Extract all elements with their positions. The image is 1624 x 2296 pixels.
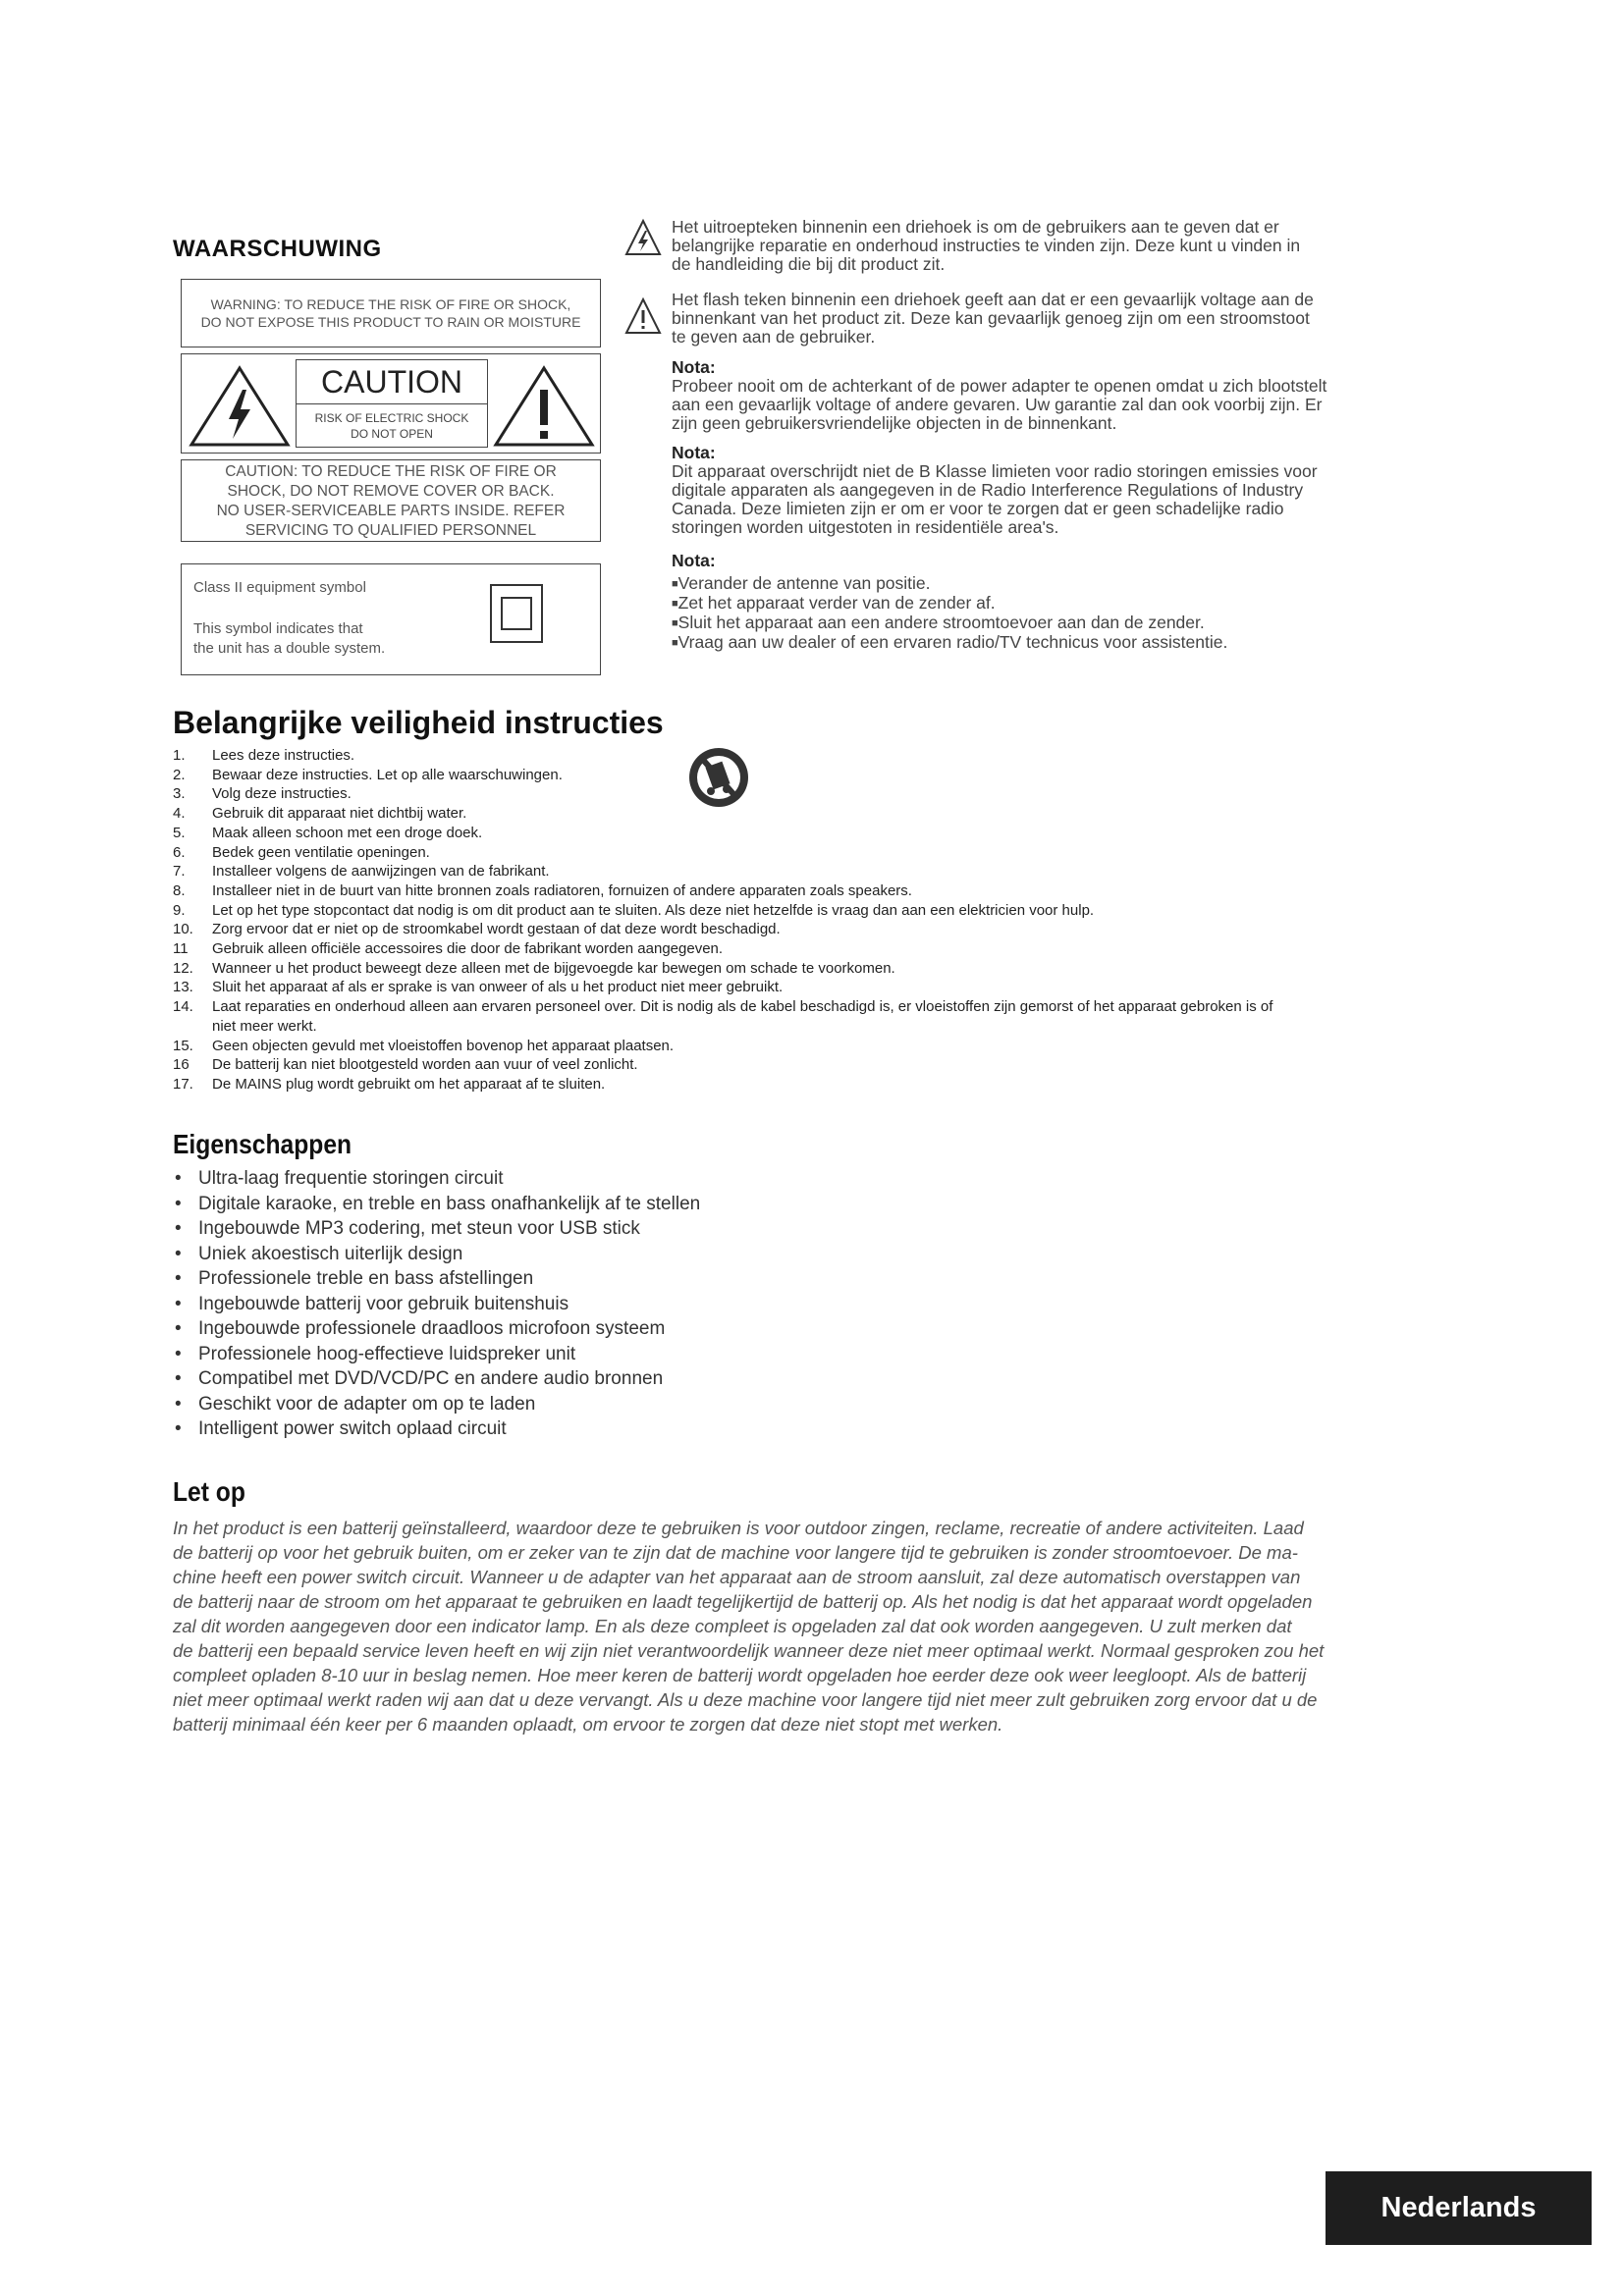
safety-item-text: Gebruik dit apparaat niet dichtbij water. <box>212 805 467 823</box>
nota-label: Nota: <box>672 357 716 377</box>
text-line: Canada. Deze limieten zijn er om er voor te zorgen dat er geen schadelijke radio <box>672 499 1284 518</box>
feature-item <box>173 1366 700 1392</box>
feature-text: Digitale karaoke, en treble en bass onafhankelijk af te stellen <box>198 1193 701 1214</box>
safety-item <box>173 862 1272 881</box>
double-square-icon <box>490 584 543 643</box>
caution-subtext <box>297 404 487 442</box>
feature-item <box>173 1216 700 1242</box>
safety-item <box>173 978 1272 997</box>
feature-text: Compatibel met DVD/VCD/PC en andere audio bronnen <box>198 1368 664 1389</box>
safety-item-text: Sluit het apparaat af als er sprake is van onweer of als u het product niet meer gebruikt. <box>212 979 784 996</box>
text-line: binnenkant van het product zit. Deze kan gevaarlijk genoeg zijn om een stroomstoot <box>672 308 1310 328</box>
safety-item-number: 1. <box>173 747 186 764</box>
safety-item <box>173 784 1272 804</box>
caution-label-box <box>181 353 601 454</box>
safety-item <box>173 804 1272 824</box>
safety-item-number: 17. <box>173 1075 193 1093</box>
feature-text: Intelligent power switch oplaad circuit <box>198 1418 507 1439</box>
language-badge: Nederlands <box>1326 2171 1592 2245</box>
letop-line: de batterij op voor het gebruik buiten, om er zeker van te zijn dat de machine voor langere tijd te gebruiken is zonder stroomtoevoer. De ma- <box>173 1542 1298 1563</box>
nota-1 <box>672 358 1326 433</box>
bullet: • <box>175 1418 182 1439</box>
bullet: • <box>175 1368 182 1389</box>
feature-text: Ingebouwde professionele draadloos microfoon systeem <box>198 1318 666 1339</box>
safety-item-number: 13. <box>173 979 193 996</box>
text-line: aan een gevaarlijk voltage of andere gevaren. Uw garantie zal dan ook voorbij zijn. Er <box>672 395 1323 414</box>
safety-item <box>173 1075 1272 1095</box>
safety-item-text: De batterij kan niet blootgesteld worden aan vuur of veel zonlicht. <box>212 1056 638 1074</box>
electric-shock-icon <box>186 362 294 449</box>
feature-item <box>173 1242 700 1267</box>
safety-item-number: 12. <box>173 959 193 977</box>
features-list <box>173 1166 700 1442</box>
letop-line: de batterij een bepaald service leven heeft en wij zijn niet verantwoordelijk wanneer deze niet meer optimaal werkt. Normaal gesproken zou het <box>173 1640 1325 1661</box>
bullet: • <box>175 1268 182 1289</box>
flash-note <box>672 291 1314 347</box>
feature-text: Professionele treble en bass afstellingen <box>198 1268 534 1289</box>
safety-item-text: Zorg ervoor dat er niet op de stroomkabel wordt gestaan of dat deze wordt beschadigd. <box>212 921 781 938</box>
caution-center-panel <box>296 359 488 448</box>
caution-word: CAUTION <box>297 360 487 404</box>
feature-item <box>173 1416 700 1442</box>
class-ii-label: Class II equipment symbol <box>193 579 366 596</box>
safety-item-text: niet meer werkt. <box>212 1017 317 1035</box>
safety-item <box>173 1055 1272 1075</box>
bullet: • <box>175 1218 182 1239</box>
letop-title: Let op <box>173 1476 245 1507</box>
nota-bullet: ■Vraag aan uw dealer of een ervaren radio/TV technicus voor assistentie. <box>672 632 1228 652</box>
safety-item <box>173 843 1272 863</box>
safety-item-text: De MAINS plug wordt gebruikt om het apparaat af te sluiten. <box>212 1075 606 1093</box>
feature-item <box>173 1316 700 1342</box>
caution-text-line: NO USER-SERVICEABLE PARTS INSIDE. REFER <box>216 503 566 519</box>
nota-label: Nota: <box>672 551 716 570</box>
bullet: • <box>175 1393 182 1415</box>
safety-item <box>173 766 1272 785</box>
text-line: zijn geen gebruikersvriendelijke objecten in de binnenkant. <box>672 413 1117 433</box>
safety-item-text: Geen objecten gevuld met vloeistoffen bovenop het apparaat plaatsen. <box>212 1037 675 1054</box>
safety-item <box>173 881 1272 901</box>
class-ii-box <box>181 563 601 675</box>
exclamation-icon <box>490 362 598 449</box>
safety-item-number: 3. <box>173 785 186 803</box>
safety-item-text: Installeer niet in de buurt van hitte bronnen zoals radiatoren, fornuizen of andere apparaten zoals speakers. <box>212 881 912 899</box>
safety-item <box>173 939 1272 959</box>
safety-list <box>173 746 1272 1095</box>
caution-text-box <box>181 459 601 542</box>
safety-item <box>173 1017 1272 1037</box>
letop-paragraph <box>173 1516 1493 1736</box>
warning-title: WAARSCHUWING <box>173 236 382 262</box>
features-title: Eigenschappen <box>173 1129 352 1159</box>
text-line: storingen worden uitgestoten in residentiële area's. <box>672 517 1059 537</box>
bullet: • <box>175 1168 182 1189</box>
safety-item-number: 16 <box>173 1056 189 1074</box>
safety-item-text: Gebruik alleen officiële accessoires die door de fabrikant worden aangegeven. <box>212 940 724 958</box>
safety-item-text: Bewaar deze instructies. Let op alle waarschuwingen. <box>212 766 563 783</box>
text-line: te geven aan de gebruiker. <box>672 327 876 347</box>
text-line: Het uitroepteken binnenin een driehoek is om de gebruikers aan te geven dat er <box>672 217 1279 237</box>
exclamation-note <box>672 218 1300 274</box>
feature-text: Ingebouwde MP3 codering, met steun voor USB stick <box>198 1218 640 1239</box>
safety-item-number: 4. <box>173 805 186 823</box>
safety-item-text: Volg deze instructies. <box>212 785 352 803</box>
feature-item <box>173 1192 700 1217</box>
feature-text: Uniek akoestisch uiterlijk design <box>198 1243 463 1264</box>
safety-item <box>173 746 1272 766</box>
safety-item-number: 15. <box>173 1037 193 1054</box>
feature-item <box>173 1166 700 1192</box>
letop-line: In het product is een batterij geïnstalleerd, waardoor deze te gebruiken is voor outdoor zingen, reclame, recreatie of andere activiteiten. Laad <box>173 1518 1304 1538</box>
letop-line: zal dit worden aangegeven door een indicator lamp. En als deze compleet is opgeladen zal dat ook worden aangegeven. U zult merken dat <box>173 1616 1292 1636</box>
feature-text: Ingebouwde batterij voor gebruik buitenshuis <box>198 1293 569 1314</box>
safety-item-number: 8. <box>173 881 186 899</box>
bullet: • <box>175 1193 182 1214</box>
safety-item-number: 6. <box>173 843 186 861</box>
caution-sub-line: RISK OF ELECTRIC SHOCK <box>314 411 469 425</box>
caution-text-line: SERVICING TO QUALIFIED PERSONNEL <box>244 522 537 539</box>
safety-item-number: 7. <box>173 863 186 881</box>
nota-bullet: ■Verander de antenne van positie. <box>672 573 931 593</box>
warning-label-box <box>181 279 601 347</box>
safety-item-number: 11 <box>173 940 189 958</box>
text-line: Dit apparaat overschrijdt niet de B Klasse limieten voor radio storingen emissies voor <box>672 461 1318 481</box>
caution-sub-line: DO NOT OPEN <box>351 427 433 441</box>
feature-text: Professionele hoog-effectieve luidspreker unit <box>198 1343 576 1364</box>
bullet: • <box>175 1293 182 1314</box>
text-line: Het flash teken binnenin een driehoek geeft aan dat er een gevaarlijk voltage aan de <box>672 290 1314 309</box>
warning-line: WARNING: TO REDUCE THE RISK OF FIRE OR SHOCK, <box>210 296 571 312</box>
nota-2 <box>672 444 1318 537</box>
safety-item <box>173 920 1272 939</box>
exclamation-icon <box>624 296 662 336</box>
letop-line: niet meer optimaal werkt raden wij aan dat u deze vervangt. Als u deze machine voor langere tijd niet meer zult gebruiken zorg ervoor dat u de <box>173 1689 1318 1710</box>
bullet: • <box>175 1318 182 1339</box>
nota-bullet: ■Sluit het apparaat aan een andere stroomtoevoer aan dan de zender. <box>672 613 1205 632</box>
letop-line: de batterij naar de stroom om het apparaat te gebruiken en laadt tegelijkertijd de batterij op. Als het nodig is dat het apparaat wordt opgeladen <box>173 1591 1313 1612</box>
letop-line: batterij minimaal één keer per 6 maanden oplaadt, om ervoor te zorgen dat deze niet stopt met werken. <box>173 1714 1003 1735</box>
safety-item-text: Laat reparaties en onderhoud alleen aan ervaren personeel over. Dit is nodig als de kabel beschadigd is, er vloeistoffen zijn gemorst of het apparaat gebroken is of <box>212 998 1273 1016</box>
feature-item <box>173 1392 700 1417</box>
warning-line: DO NOT EXPOSE THIS PRODUCT TO RAIN OR MOISTURE <box>200 314 581 330</box>
feature-item <box>173 1292 700 1317</box>
safety-title: Belangrijke veiligheid instructies <box>173 705 664 740</box>
safety-item-number: 14. <box>173 998 193 1016</box>
safety-item-number: 9. <box>173 901 186 919</box>
safety-item <box>173 1037 1272 1056</box>
safety-item-text: Lees deze instructies. <box>212 747 355 764</box>
safety-item <box>173 901 1272 921</box>
feature-text: Ultra-laag frequentie storingen circuit <box>198 1168 504 1189</box>
nota-3 <box>672 552 1227 653</box>
safety-item <box>173 997 1272 1017</box>
safety-item-text: Bedek geen ventilatie openingen. <box>212 843 430 861</box>
caution-text-line: SHOCK, DO NOT REMOVE COVER OR BACK. <box>227 483 555 500</box>
safety-item <box>173 959 1272 979</box>
class-ii-desc-line: This symbol indicates that <box>193 620 363 637</box>
feature-item <box>173 1342 700 1367</box>
caution-text-line: CAUTION: TO REDUCE THE RISK OF FIRE OR <box>225 463 557 480</box>
text-line: Probeer nooit om de achterkant of de power adapter te openen omdat u zich blootstelt <box>672 376 1327 396</box>
safety-item-number: 2. <box>173 766 186 783</box>
safety-item-number: 5. <box>173 824 186 841</box>
safety-item-number: 10. <box>173 921 193 938</box>
feature-text: Geschikt voor de adapter om op te laden <box>198 1393 536 1415</box>
class-ii-desc-line: the unit has a double system. <box>193 640 386 657</box>
feature-item <box>173 1266 700 1292</box>
safety-item-text: Installeer volgens de aanwijzingen van de fabrikant. <box>212 863 550 881</box>
text-line: digitale apparaten als aangegeven in de Radio Interference Regulations of Industry <box>672 480 1304 500</box>
safety-item <box>173 824 1272 843</box>
text-line: belangrijke reparatie en onderhoud instructies te vinden zijn. Deze kunt u vinden in <box>672 236 1301 255</box>
safety-item-text: Maak alleen schoon met een droge doek. <box>212 824 483 841</box>
bullet: • <box>175 1243 182 1264</box>
nota-bullet: ■Zet het apparaat verder van de zender af. <box>672 593 996 613</box>
bullet: • <box>175 1343 182 1364</box>
safety-item-text: Let op het type stopcontact dat nodig is om dit product aan te sluiten. Als deze niet hetzelfde is vraag dan aan een elektricien voor hulp. <box>212 901 1095 919</box>
nota-label: Nota: <box>672 443 716 462</box>
letop-line: chine heeft een power switch circuit. Wanneer u de adapter van het apparaat aan de stroom aansluit, zal deze automatisch overstappen van <box>173 1567 1301 1587</box>
text-line: de handleiding die bij dit product zit. <box>672 254 946 274</box>
safety-item-text: Wanneer u het product beweegt deze alleen met de bijgevoegde kar bewegen om schade te voorkomen. <box>212 959 895 977</box>
letop-line: compleet opladen 8-10 uur in beslag nemen. Hoe meer keren de batterij wordt opgeladen hoe eerder deze ook weer leegloopt. Als de batterij <box>173 1665 1307 1685</box>
electric-shock-icon <box>624 218 662 257</box>
